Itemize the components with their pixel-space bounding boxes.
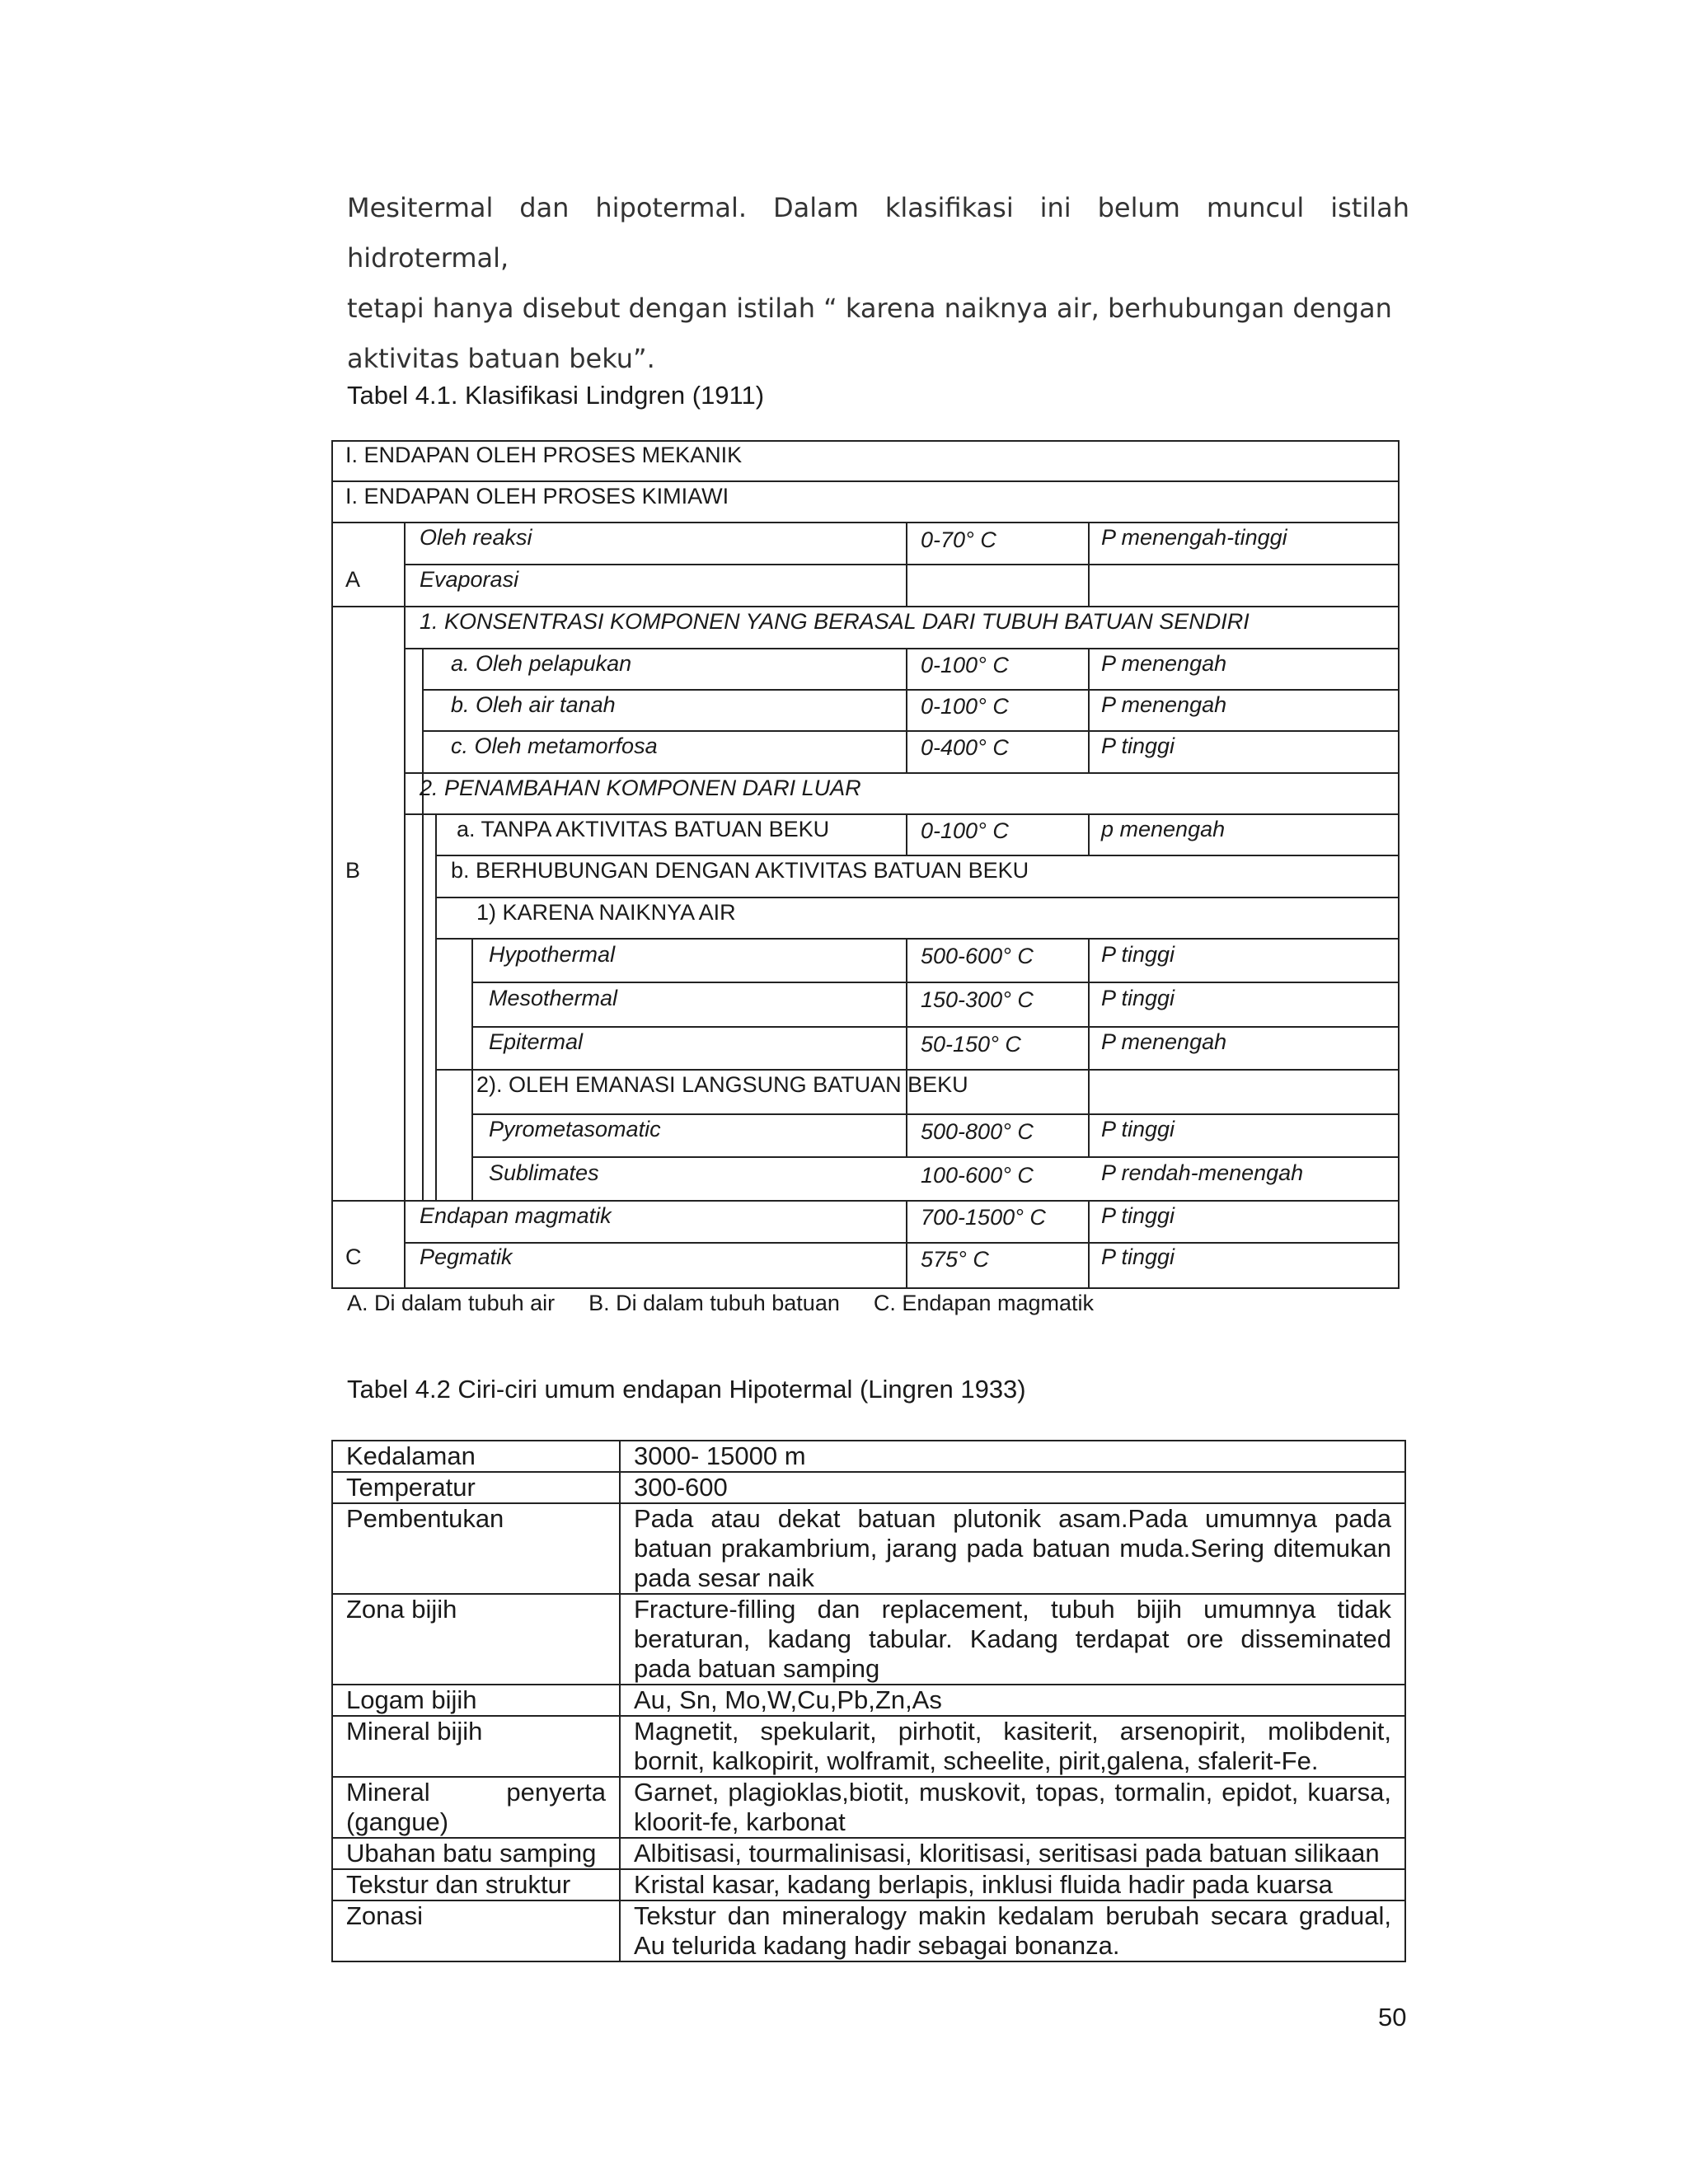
table-row <box>332 1900 1405 1961</box>
row-value: 3000- 15000 m <box>620 1441 1405 1472</box>
group-c-label: C <box>345 1244 362 1269</box>
b2b2-row-1-name: Pyrometasomatic <box>489 1117 661 1141</box>
b1-row-2-pressure: P menengah <box>1101 692 1227 717</box>
group-a-label: A <box>345 567 361 592</box>
table-row <box>332 1503 1405 1594</box>
b2a-pressure: p menengah <box>1101 817 1226 841</box>
b1-row-1-pressure: P menengah <box>1101 651 1227 676</box>
b2b1-row-2-name: Mesothermal <box>489 986 618 1010</box>
table-row <box>332 1716 1405 1777</box>
c-row-2-name: Pegmatik <box>420 1244 513 1269</box>
c-row-1-pressure: P tinggi <box>1101 1203 1175 1228</box>
table-row <box>332 1869 1405 1900</box>
legend-b: B. Di dalam tubuh batuan <box>588 1291 840 1315</box>
row-key: Pembentukan <box>332 1503 620 1594</box>
b2a-name: a. TANPA AKTIVITAS BATUAN BEKU <box>457 817 830 841</box>
intro-line-3: aktivitas batuan beku”. <box>347 343 655 374</box>
b1-row-3-temp: 0-400° C <box>921 735 1009 760</box>
b2b2-title: 2). OLEH EMANASI LANGSUNG BATUAN BEKU <box>476 1072 968 1097</box>
legend-c: C. Endapan magmatik <box>873 1291 1095 1315</box>
table-row <box>332 1472 1405 1503</box>
b2b2-row-2-name: Sublimates <box>489 1160 599 1185</box>
b2b1-row-3-pressure: P menengah <box>1101 1029 1227 1054</box>
row-key: Mineral bijih <box>332 1716 620 1777</box>
b2b1-row-3-name: Epitermal <box>489 1029 584 1054</box>
table1-legend <box>347 1291 1094 1316</box>
b2b2-row-2-pressure: P rendah-menengah <box>1101 1160 1304 1185</box>
b2b1-row-3-temp: 50-150° C <box>921 1032 1021 1057</box>
a-row-1-temp: 0-70° C <box>921 527 996 552</box>
group-b-label: B <box>345 858 361 883</box>
b1-row-1-temp: 0-100° C <box>921 653 1009 677</box>
b2b-title: b. BERHUBUNGAN DENGAN AKTIVITAS BATUAN BEKU <box>451 858 1029 883</box>
row-key: Ubahan batu samping <box>332 1838 620 1869</box>
legend-a: A. Di dalam tubuh air <box>347 1291 556 1315</box>
b1-row-1-name: a. Oleh pelapukan <box>451 651 632 676</box>
row-value: Albitisasi, tourmalinisasi, kloritisasi, seritisasi pada batuan silikaan <box>620 1838 1405 1869</box>
a-row-2-name: Evaporasi <box>420 567 519 592</box>
row-key-line-1: Mineral penyerta <box>346 1778 606 1807</box>
a-row-1-pressure: P menengah-tinggi <box>1101 525 1287 550</box>
table1-caption: Tabel 4.1. Klasifikasi Lindgren (1911) <box>347 381 765 410</box>
row-value: Tekstur dan mineralogy makin kedalam berubah secara gradual, Au telurida kadang hadir sebagai bonanza. <box>620 1900 1405 1961</box>
row-key: Zonasi <box>332 1900 620 1961</box>
a-row-1-name: Oleh reaksi <box>420 525 532 550</box>
b2-title: 2. PENAMBAHAN KOMPONEN DARI LUAR <box>420 776 861 800</box>
intro-line-1: Mesitermal dan hipotermal. Dalam klasifikasi ini belum muncul istilah hidrotermal, <box>347 192 1409 274</box>
b2b1-row-2-temp: 150-300° C <box>921 987 1034 1012</box>
b2b1-title: 1) KARENA NAIKNYA AIR <box>476 900 736 925</box>
b2b1-row-1-pressure: P tinggi <box>1101 942 1175 967</box>
row-value: Garnet, plagioklas,biotit, muskovit, topas, tormalin, epidot, kuarsa, kloorit-fe, karbonat <box>620 1777 1405 1838</box>
row-key: Zona bijih <box>332 1594 620 1685</box>
b2b1-row-1-temp: 500-600° C <box>921 944 1034 968</box>
page-number: 50 <box>1378 2003 1407 2032</box>
table-row <box>332 1441 1405 1472</box>
b1-row-3-name: c. Oleh metamorfosa <box>451 733 658 758</box>
row-value: Pada atau dekat batuan plutonik asam.Pada umumnya pada batuan prakambrium, jarang pada batuan muda.Sering ditemukan pada sesar naik <box>620 1503 1405 1594</box>
b2b2-row-1-temp: 500-800° C <box>921 1119 1034 1144</box>
row-key: Kedalaman <box>332 1441 620 1472</box>
table1-lindgren <box>331 440 1400 1289</box>
b1-row-2-name: b. Oleh air tanah <box>451 692 616 717</box>
table-row <box>332 1685 1405 1716</box>
table-row <box>332 1838 1405 1869</box>
row-value: Au, Sn, Mo,W,Cu,Pb,Zn,As <box>620 1685 1405 1716</box>
intro-paragraph <box>347 183 1409 384</box>
intro-line-2: tetapi hanya disebut dengan istilah “ karena naiknya air, berhubungan dengan <box>347 293 1392 324</box>
row-key: Temperatur <box>332 1472 620 1503</box>
row-value: Kristal kasar, kadang berlapis, inklusi fluida hadir pada kuarsa <box>620 1869 1405 1900</box>
table2-caption: Tabel 4.2 Ciri-ciri umum endapan Hipotermal (Lingren 1933) <box>347 1375 1026 1404</box>
b1-row-3-pressure: P tinggi <box>1101 733 1175 758</box>
row-value: Magnetit, spekularit, pirhotit, kasiterit, arsenopirit, molibdenit, bornit, kalkopirit, wolframit, scheelite, pirit,galena, sfalerit-Fe. <box>620 1716 1405 1777</box>
table2-hipotermal <box>331 1440 1406 1962</box>
row-key: Logam bijih <box>332 1685 620 1716</box>
b2b2-row-1-pressure: P tinggi <box>1101 1117 1175 1141</box>
b2b1-row-1-name: Hypothermal <box>489 942 616 967</box>
row-value: Fracture-filling dan replacement, tubuh bijih umumnya tidak beraturan, kadang tabular. Kadang terdapat ore disseminated pada batuan samping <box>620 1594 1405 1685</box>
b2a-temp: 0-100° C <box>921 818 1009 843</box>
row-mekanik: I. ENDAPAN OLEH PROSES MEKANIK <box>345 443 743 467</box>
c-row-1-temp: 700-1500° C <box>921 1205 1046 1230</box>
c-row-2-pressure: P tinggi <box>1101 1244 1175 1269</box>
b2b2-row-2-temp: 100-600° C <box>921 1163 1034 1188</box>
b1-title: 1. KONSENTRASI KOMPONEN YANG BERASAL DARI TUBUH BATUAN SENDIRI <box>420 609 1250 634</box>
row-kimiawi: I. ENDAPAN OLEH PROSES KIMIAWI <box>345 484 729 509</box>
row-key: Tekstur dan struktur <box>332 1869 620 1900</box>
table-row <box>332 1594 1405 1685</box>
c-row-2-temp: 575° C <box>921 1247 989 1272</box>
row-key-mineral-penyerta <box>332 1777 620 1838</box>
b1-row-2-temp: 0-100° C <box>921 694 1009 719</box>
table-row <box>332 1777 1405 1838</box>
c-row-1-name: Endapan magmatik <box>420 1203 612 1228</box>
row-key-line-2: (gangue) <box>346 1807 449 1836</box>
row-value: 300-600 <box>620 1472 1405 1503</box>
b2b1-row-2-pressure: P tinggi <box>1101 986 1175 1010</box>
